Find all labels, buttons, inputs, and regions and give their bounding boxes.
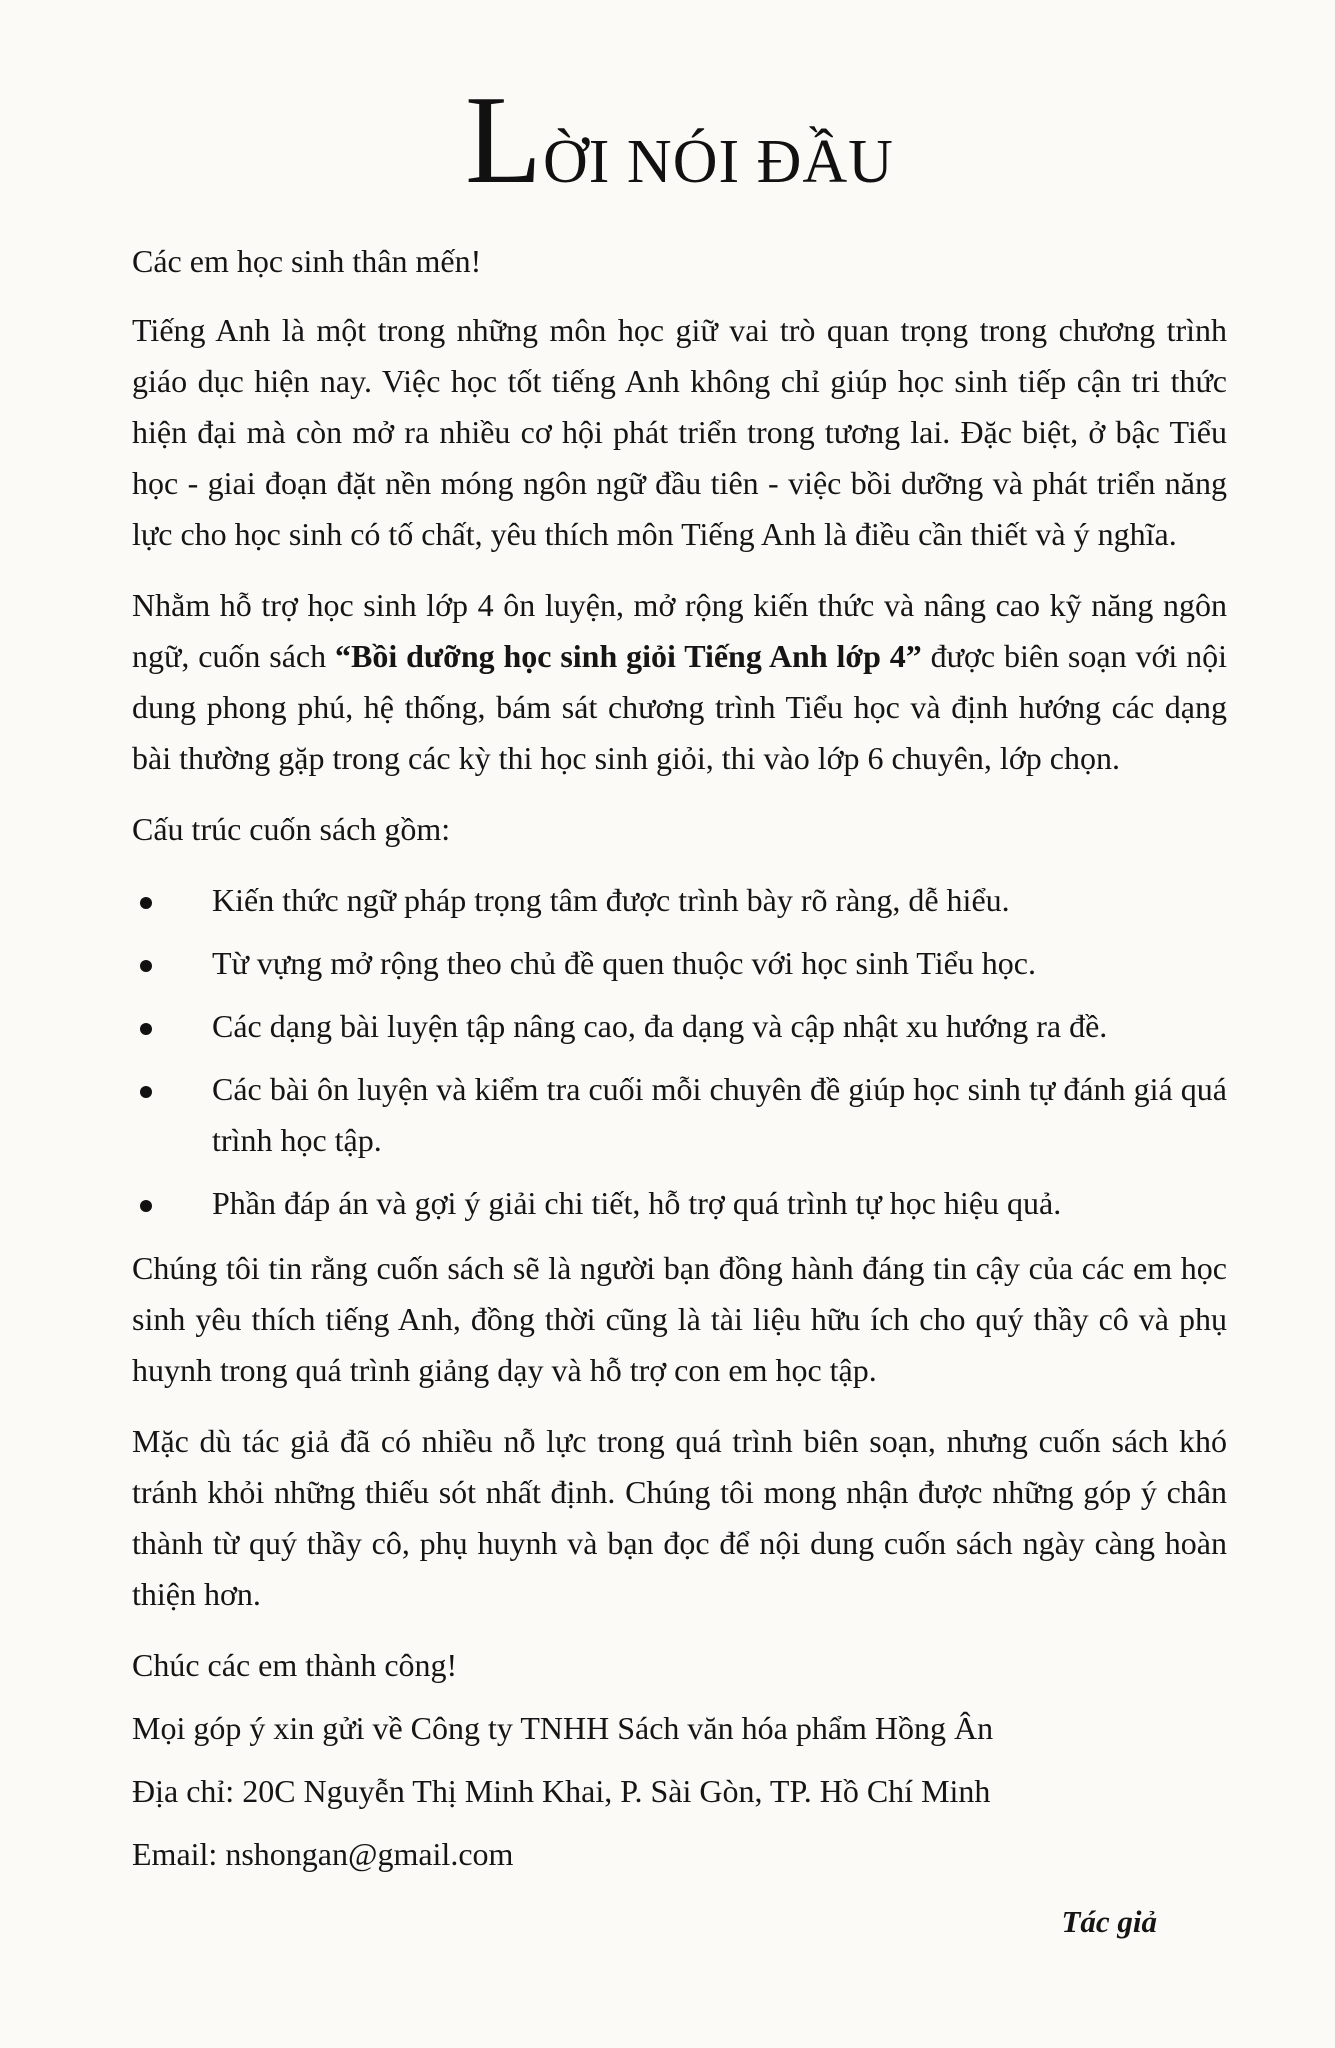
- bullet-icon: [140, 897, 152, 909]
- closing-feedback: Mọi góp ý xin gửi về Công ty TNHH Sách văn hóa phẩm Hồng Ân: [132, 1710, 994, 1746]
- paragraph-purpose-before: Nhằm hỗ trợ học sinh lớp 4 ôn luyện, mở rộng kiến thức và nâng cao kỹ năng ngôn ngữ, cuốn sách: [132, 587, 1227, 674]
- list-item: [132, 1178, 1227, 1229]
- list-item-text: Các dạng bài luyện tập nâng cao, đa dạng và cập nhật xu hướng ra đề.: [212, 1008, 1108, 1044]
- closing-email: Email: nshongan@gmail.com: [132, 1836, 514, 1872]
- book-title: “Bồi dưỡng học sinh giỏi Tiếng Anh lớp 4”: [335, 638, 922, 674]
- list-item: [132, 1064, 1227, 1166]
- list-item: [132, 1001, 1227, 1052]
- structure-intro: Cấu trúc cuốn sách gồm:: [132, 811, 451, 847]
- list-item-text: Phần đáp án và gợi ý giải chi tiết, hỗ trợ quá trình tự học hiệu quả.: [212, 1185, 1062, 1221]
- closing-block: [132, 1640, 1227, 1880]
- greeting: Các em học sinh thân mến!: [132, 243, 482, 279]
- title-first-letter: L: [465, 71, 543, 210]
- page-title: [132, 71, 1227, 210]
- list-item-text: Các bài ôn luyện và kiểm tra cuối mỗi chuyên đề giúp học sinh tự đánh giá quá trình học tập.: [212, 1071, 1227, 1158]
- paragraph-feedback-request: Mặc dù tác giả đã có nhiều nỗ lực trong quá trình biên soạn, nhưng cuốn sách khó tránh khỏi những thiếu sót nhất định. Chúng tôi mong nhận được những góp ý chân thành từ quý thầy cô, phụ huynh và bạn đọc để nội dung cuốn sách ngày càng hoàn thiện hơn.: [132, 1423, 1227, 1612]
- list-item: [132, 938, 1227, 989]
- document-body: [132, 236, 1227, 1947]
- signature: Tác giả: [1061, 1904, 1157, 1939]
- list-item: [132, 875, 1227, 926]
- title-rest: ỜI NÓI ĐẦU: [543, 128, 894, 196]
- bullet-icon: [140, 960, 152, 972]
- paragraph-purpose-after: được biên soạn với nội dung phong phú, hệ thống, bám sát chương trình Tiểu học và định hướng các dạng bài thường gặp trong các kỳ thi học sinh giỏi, thi vào lớp 6 chuyên, lớp chọn.: [132, 638, 1228, 776]
- bullet-icon: [140, 1200, 152, 1212]
- closing-wish: Chúc các em thành công!: [132, 1647, 458, 1683]
- bullet-icon: [140, 1086, 152, 1098]
- paragraph-purpose: [132, 580, 1227, 784]
- list-item-text: Từ vựng mở rộng theo chủ đề quen thuộc với học sinh Tiểu học.: [212, 945, 1036, 981]
- closing-address: Địa chỉ: 20C Nguyễn Thị Minh Khai, P. Sài Gòn, TP. Hồ Chí Minh: [132, 1773, 991, 1809]
- structure-list: [132, 875, 1227, 1229]
- paragraph-trust: Chúng tôi tin rằng cuốn sách sẽ là người bạn đồng hành đáng tin cậy của các em học sinh yêu thích tiếng Anh, đồng thời cũng là tài liệu hữu ích cho quý thầy cô và phụ huynh trong quá trình giảng dạy và hỗ trợ con em học tập.: [132, 1250, 1227, 1388]
- bullet-icon: [140, 1023, 152, 1035]
- paragraph-intro: Tiếng Anh là một trong những môn học giữ vai trò quan trọng trong chương trình giáo dục hiện nay. Việc học tốt tiếng Anh không chỉ giúp học sinh tiếp cận tri thức hiện đại mà còn mở ra nhiều cơ hội phát triển trong tương lai. Đặc biệt, ở bậc Tiểu học - giai đoạn đặt nền móng ngôn ngữ đầu tiên - việc bồi dưỡng và phát triển năng lực cho học sinh có tố chất, yêu thích môn Tiếng Anh là điều cần thiết và ý nghĩa.: [132, 312, 1227, 552]
- list-item-text: Kiến thức ngữ pháp trọng tâm được trình bày rõ ràng, dễ hiểu.: [212, 882, 1010, 918]
